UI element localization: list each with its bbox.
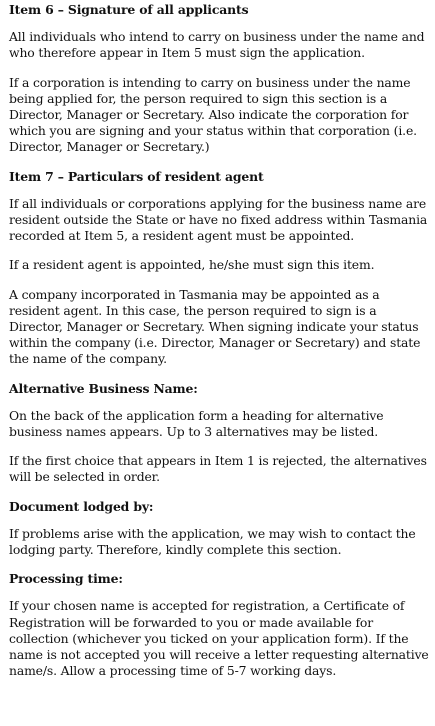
paragraph: On the back of the application form a heading for alternative business names appears. Up to 3 alternatives may be listed.	[9, 407, 384, 440]
section-heading: Item 7 – Particulars of resident agent	[9, 168, 264, 184]
paragraph: If all individuals or corporations applying for the business name are resident outside the State or have no fixed address within Tasmania recorded at Item 5, a resident agent must be appointed.	[9, 195, 428, 244]
paragraph: If a resident agent is appointed, he/she must sign this item.	[9, 257, 375, 273]
section-heading: Item 6 – Signature of all applicants	[9, 2, 249, 17]
section-item-7	[9, 169, 431, 368]
section-processing-time	[9, 571, 431, 679]
paragraph: If the first choice that appears in Item 1 is rejected, the alternatives will be selected in order.	[9, 453, 427, 485]
section-item-6	[9, 2, 431, 156]
section-heading: Alternative Business Name:	[9, 380, 198, 396]
paragraph: If a corporation is intending to carry on business under the name being applied for, the person required to sign this section is a Director, Manager or Secretary. Also indicate the corporation for which you are signing and your status within that corporation (i.e. Director, Manager or Secretary.)	[9, 74, 417, 155]
paragraph: A company incorporated in Tasmania may be appointed as a resident agent. In this case, the person required to sign is a Director, Manager or Secretary. When signing indicate your status within the company (i.e. Director, Manager or Secretary) and state the name of the company.	[9, 286, 421, 367]
section-alternative-business-name	[9, 381, 431, 486]
section-document-lodged-by	[9, 499, 431, 559]
section-heading: Document lodged by:	[9, 498, 154, 514]
paragraph: All individuals who intend to carry on business under the name and who therefore appear in Item 5 must sign the application.	[9, 29, 425, 61]
paragraph: If your chosen name is accepted for registration, a Certificate of Registration will be forwarded to you or made available for collection (whichever you ticked on your application form). If the name is not accepted you will receive a letter requesting alternative name/s. Allow a processing time of 5-7 working days.	[9, 598, 429, 679]
paragraph: If problems arise with the application, we may wish to contact the lodging party. Therefore, kindly complete this section.	[9, 525, 416, 558]
section-heading: Processing time:	[9, 571, 123, 587]
